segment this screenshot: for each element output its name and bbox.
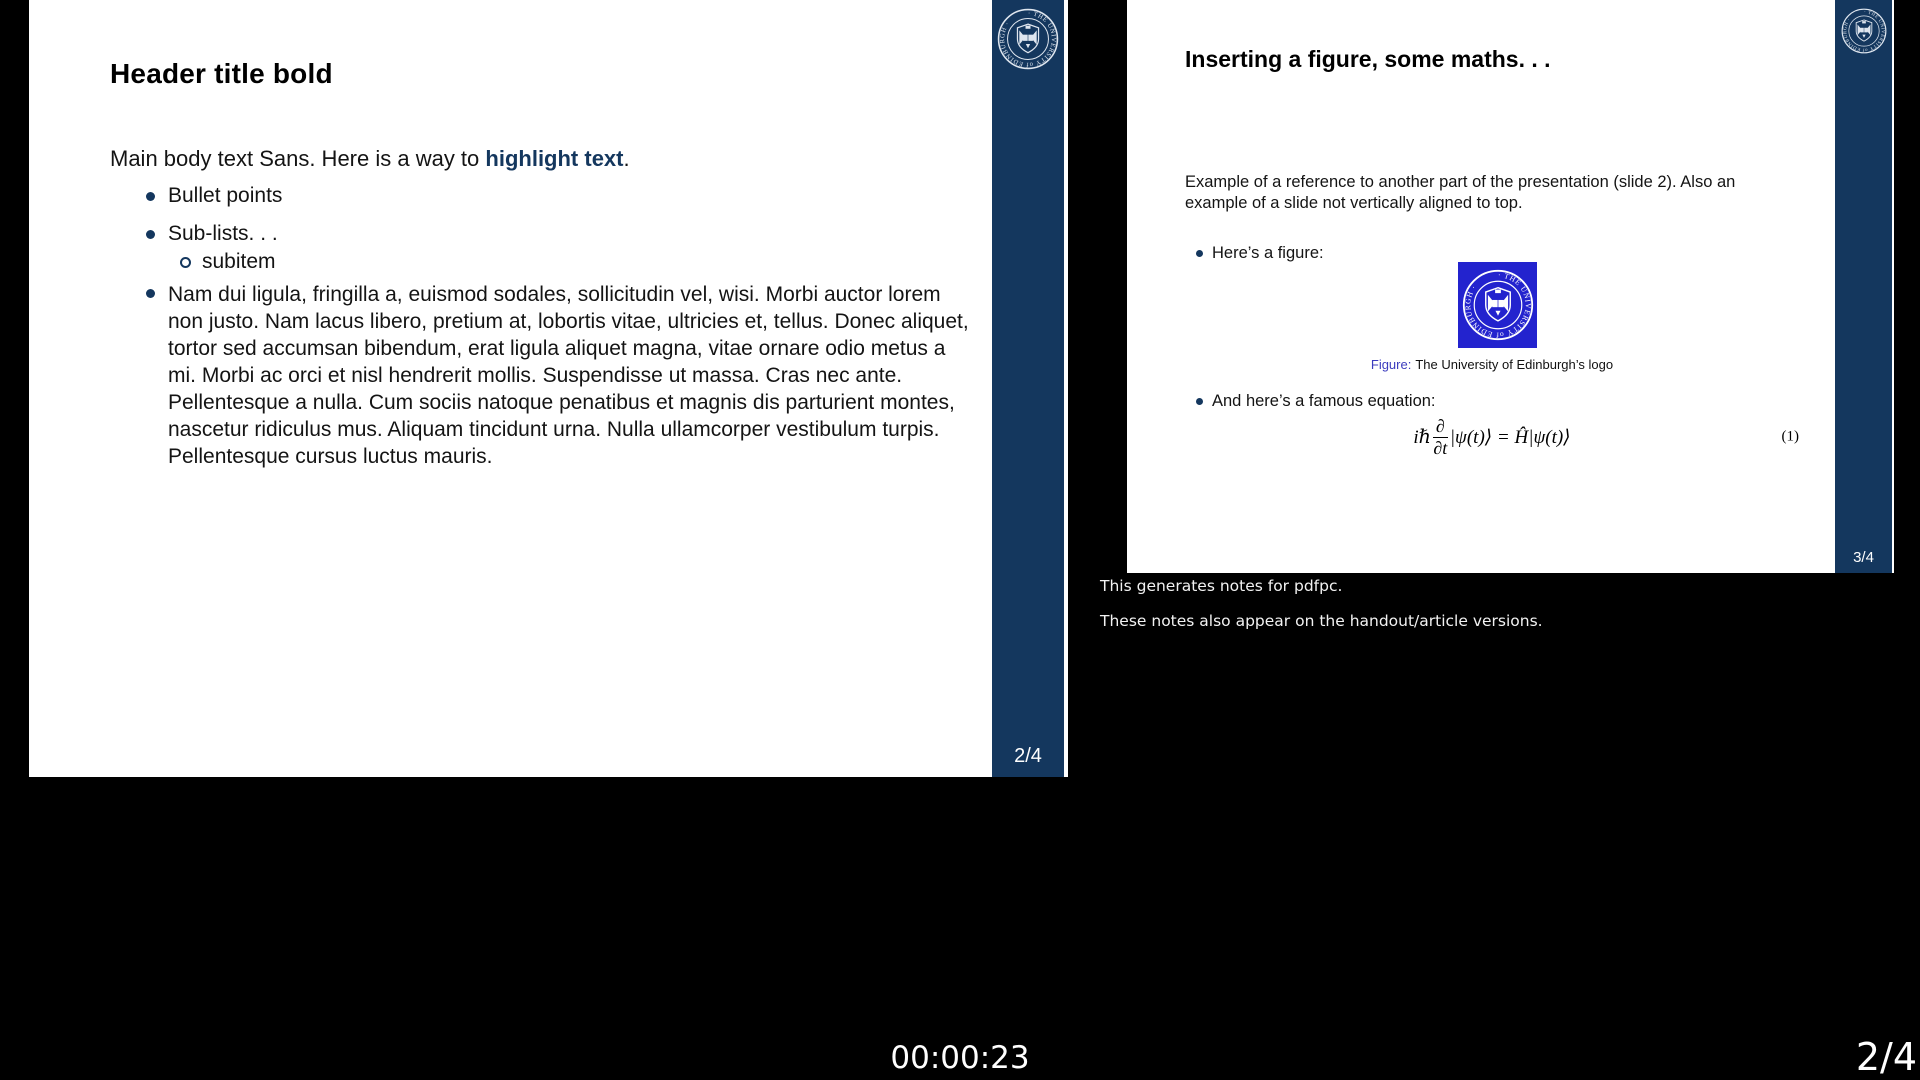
highlighted-text: highlight text xyxy=(485,146,624,171)
equation-fraction xyxy=(1433,417,1448,458)
slide-sidebar xyxy=(992,0,1064,777)
equation-prefix: iℏ xyxy=(1413,426,1431,448)
bullet-label: Bullet points xyxy=(168,184,283,207)
paragraph-text: Nam dui ligula, fringilla a, euismod sodales, sollicitudin vel, wisi. Morbi auctor lorem non justo. Nam lacus libero, pretium at, lobortis vitae, ultricies et, tellus. Donec aliquet, tortor sed accumsan bibendum, erat ligula aliquet magna, vitae ornare odio metus a mi. Morbi ac orci et nisl hendrerit mollis. Suspendisse ut massa. Cras nec ante. Pellentesque a nulla. Cum sociis natoque penatibus et magnis dis parturient montes, nascetur ridiculus mus. Aliquam tincidunt urna. Nulla ullamcorper vestibulum turpis. Pellentesque cursus luctus mauris. xyxy=(168,283,969,468)
bullet-dot-icon xyxy=(1196,250,1203,257)
edinburgh-crest-icon xyxy=(997,8,1059,70)
equation-number: (1) xyxy=(1781,428,1799,445)
bullet-item xyxy=(1196,244,1324,263)
current-slide-view[interactable] xyxy=(29,0,1068,777)
body-text-suffix: . xyxy=(623,146,630,171)
speaker-note-line: These notes also appear on the handout/article versions. xyxy=(1100,612,1543,630)
equation-body: |ψ(t)⟩ = Ĥ|ψ(t)⟩ xyxy=(1449,426,1571,448)
slide-sidebar xyxy=(1835,0,1892,573)
circle-bullet-icon xyxy=(180,257,191,268)
bullet-item xyxy=(146,222,278,246)
bullet-item xyxy=(146,184,282,208)
bullet-label: Sub-lists. . . xyxy=(168,222,278,245)
bullet-dot-icon xyxy=(146,230,155,239)
bullet-dot-icon xyxy=(146,192,155,201)
figure-caption-text: The University of Edinburgh’s logo xyxy=(1415,357,1614,372)
sub-bullet-label: subitem xyxy=(202,250,276,273)
edinburgh-crest-icon xyxy=(1841,8,1887,54)
slide-counter: 2/4 xyxy=(1855,1035,1917,1079)
bullet-dot-icon xyxy=(1196,398,1203,405)
sub-bullet-item xyxy=(180,250,276,274)
equation xyxy=(1185,412,1799,462)
bullet-dot-icon xyxy=(146,289,155,298)
figure-caption-label: Figure: xyxy=(1370,357,1412,372)
bullet-item xyxy=(1196,392,1436,411)
slide-title: Header title bold xyxy=(110,58,333,89)
body-text-prefix: Main body text Sans. Here is a way to xyxy=(110,146,486,171)
presentation-timer: 00:00:23 xyxy=(890,1040,1030,1076)
speaker-note-line: This generates notes for pdfpc. xyxy=(1100,577,1343,595)
figure-image xyxy=(1458,262,1537,348)
fraction-denominator: ∂t xyxy=(1433,437,1448,458)
edinburgh-crest-icon xyxy=(1462,269,1534,341)
bullet-paragraph xyxy=(146,281,982,470)
bullet-label: Here’s a figure: xyxy=(1212,244,1324,262)
fraction-numerator: ∂ xyxy=(1433,417,1448,438)
bullet-label: And here’s a famous equation: xyxy=(1212,392,1436,410)
slide-page-number: 2/4 xyxy=(1014,745,1042,767)
slide-title: Inserting a figure, some maths. . . xyxy=(1185,46,1551,72)
figure-caption xyxy=(1185,357,1799,372)
slide-body-text xyxy=(110,146,630,172)
next-slide-view[interactable] xyxy=(1127,0,1894,573)
slide-page-number: 3/4 xyxy=(1853,549,1874,566)
slide-body-text: Example of a reference to another part of the presentation (slide 2). Also an example of a slide not vertically aligned to top. xyxy=(1185,173,1736,212)
